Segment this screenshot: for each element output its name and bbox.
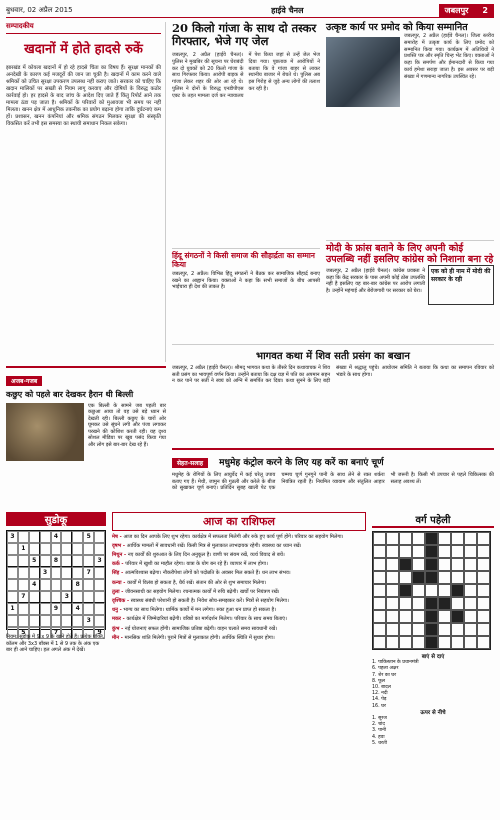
sudoku-cell (83, 603, 94, 615)
politics-body: जबलपुर, 2 अप्रैल (हाईवे चैनल)। कांग्रेस प्रवक्ता ने कहा कि केंद्र सरकार के पास अपनी कोई ठोस उपलब्धि नहीं है इसलिए वह बार-बार कांग्रेस पर आरोप लगाती है। उन्होंने महंगाई और बेरोजगारी पर सरकार को घेरा। (326, 268, 425, 294)
sudoku-cell: 3 (83, 615, 94, 627)
sudoku-cell (72, 555, 83, 567)
sudoku-cell (61, 567, 72, 579)
crossword-cell (425, 597, 438, 610)
crossword-cell (386, 597, 399, 610)
crossword-cell (477, 623, 490, 636)
editorial-body: झारखंड में कोयला खदानों में हो रहे हादसे चिंता का विषय हैं। सुरक्षा मानकों की अनदेखी के कारण कई मजदूरों की जान जा चुकी है। खदानों में काम करने वाले श्रमिकों को उचित सुरक्षा उपकरण उपलब्ध नहीं कराए जाते। सरकार को चाहिए कि खदान मालिकों पर सख्ती से नियम लागू करवाए और दोषियों के विरुद्ध कठोर कार्रवाई हो। हर हादसे के बाद जांच के आदेश दिए जाते हैं किंतु रिपोर्ट आने तक मामला ठंडा पड़ जाता है। श्रमिकों के परिवारों को मुआवजा भी समय पर नहीं मिलता। खनन क्षेत्र में आधुनिक तकनीक का प्रयोग बढ़ाना होगा ताकि दुर्घटनाएं कम हों। प्रशासन, खनन कंपनियां और श्रमिक संगठन मिलकर सुरक्षा की संस्कृति विकसित करें तभी इस समस्या का स्थायी समाधान निकल सकेगा। (6, 65, 161, 127)
page-number: 2 (482, 6, 488, 15)
crossword-cell (386, 532, 399, 545)
sudoku-cell (7, 543, 18, 555)
crossword-cell (373, 584, 386, 597)
sudoku-cell (83, 543, 94, 555)
sudoku-cell (61, 579, 72, 591)
crossword-cell (477, 636, 490, 649)
politics-pullquote: एक को ही नाम में मोदी की सरकार के रही (428, 265, 494, 305)
sudoku-cell (7, 555, 18, 567)
sudoku-rules: नियम: सुडोकू में 9 x 9 के खाने होते हैं। प्रत्येक पंक्ति, कॉलम और 3x3 बॉक्स में 1 से 9 तक के अंक एक बार ही आने चाहिए। हल अगले अंक में देखें। (6, 634, 105, 654)
sudoku-cell: 4 (51, 531, 62, 543)
crossword-cell (438, 558, 451, 571)
sudoku-cell (40, 531, 51, 543)
editorial-headline: खदानों में होते हादसे रुकें (24, 42, 143, 57)
crossword-cell (451, 584, 464, 597)
lead-body: जबलपुर, 2 अप्रैल (हाईवे चैनल)। पुलिस ने मुखबिर की सूचना पर घेराबंदी कर दो युवकों को 20 किलो गांजा के साथ गिरफ्तार किया। आरोपी बाइक से गांजा लेकर शहर की ओर आ रहे थे। पुलिस ने दोनों के विरुद्ध एनडीपीएस एक्ट के तहत मामला दर्ज कर न्यायालय में पेश किया जहां से उन्हें जेल भेज दिया गया। पूछताछ में आरोपियों ने बताया कि वे गांजा बाहर से लाकर स्थानीय बाजार में बेचते थे। पुलिस अब इस गिरोह से जुड़े अन्य लोगों की तलाश कर रही है। (172, 52, 320, 99)
horoscope-section (112, 512, 366, 812)
sudoku-cell (7, 579, 18, 591)
horoscope-text: स्वास्थ्य संबंधी परेशानी हो सकती है। निवेश सोच-समझकर करें। मित्रों से सहयोग मिलेगा। (130, 597, 289, 604)
horoscope-item (112, 598, 366, 605)
horoscope-item (112, 635, 366, 642)
lead-story (172, 22, 320, 244)
crossword-cell (425, 558, 438, 571)
crossword-section (372, 512, 494, 812)
sudoku-cell (40, 543, 51, 555)
crossword-cell (464, 610, 477, 623)
editorial-column (6, 22, 166, 362)
health-headline: मधुमेह कंट्रोल करने के लिए यह करें का बनाएं चूर्ण (219, 458, 384, 468)
crossword-cell (399, 558, 412, 571)
crossword-cell (477, 571, 490, 584)
crossword-cell (399, 545, 412, 558)
crossword-cell (438, 532, 451, 545)
sudoku-cell (72, 591, 83, 603)
crossword-cell (425, 571, 438, 584)
sudoku-cell: 9 (94, 627, 105, 639)
sudoku-cell (29, 567, 40, 579)
crossword-title: वर्ग पहेली (372, 512, 494, 528)
politics-headline: मोदी के फ्रांस बताने के लिए अपनी कोई उपलब्धि नहीं इसलिए कांग्रेस को निशाना बना रहे (326, 243, 494, 265)
horoscope-text: आर्थिक मामलों में सावधानी रखें। किसी मित्र से मुलाकात लाभदायक रहेगी। स्वास्थ्य का ध्यान रखें। (126, 542, 302, 549)
crossword-cell (399, 636, 412, 649)
crossword-cell (451, 623, 464, 636)
horoscope-sign: कन्या - (112, 579, 128, 586)
horoscope-text: नए कार्यों की शुरुआत के लिए दिन अनुकूल है। वाणी पर संयम रखें, व्यर्थ विवाद से बचें। (127, 551, 285, 558)
crossword-cell (412, 571, 425, 584)
horoscope-item (112, 580, 366, 587)
crossword-cell (451, 610, 464, 623)
issue-date: बुधवार, 02 अप्रैल 2015 (6, 6, 73, 14)
crossword-cell (451, 636, 464, 649)
sudoku-cell: 3 (61, 591, 72, 603)
crossword-cell (399, 571, 412, 584)
crossword-cell (438, 597, 451, 610)
horoscope-sign: कर्क - (112, 561, 126, 568)
crossword-cell (373, 558, 386, 571)
crossword-cell (399, 584, 412, 597)
sudoku-cell (94, 543, 105, 555)
crossword-cell (438, 610, 451, 623)
honors-photo (326, 37, 400, 107)
across-clue: 16. घर (372, 703, 386, 709)
sudoku-cell (40, 615, 51, 627)
crossword-cell (464, 623, 477, 636)
brand-name: हाईवे चैनल (271, 6, 304, 15)
crossword-cell (464, 584, 477, 597)
sudoku-cell: 3 (40, 567, 51, 579)
sudoku-cell (7, 591, 18, 603)
city-banner (439, 4, 494, 17)
horoscope-text: कार्यों में विलंब हो सकता है, धैर्य रखें। संतान की ओर से शुभ समाचार मिलेगा। (127, 579, 267, 586)
ajab-headline: कछुए को पहले बार देखकर हैरान थी बिल्ली (6, 389, 134, 399)
horoscope-sign: सिंह - (112, 570, 125, 577)
bhagwat-story (172, 344, 494, 444)
across-clue: 8. फूल (372, 678, 386, 684)
crossword-cell (451, 597, 464, 610)
crossword-cell (425, 610, 438, 623)
sudoku-cell (51, 591, 62, 603)
horoscope-text: आत्मविश्वास बढ़ेगा। नौकरीपेशा लोगों को पदोन्नति के अवसर मिल सकते हैं। धन लाभ संभव। (124, 570, 291, 577)
crossword-cell (412, 532, 425, 545)
crossword-cell (412, 636, 425, 649)
sudoku-cell: 7 (83, 567, 94, 579)
sudoku-cell (40, 603, 51, 615)
health-tag: सेहत-सलाह (172, 458, 208, 468)
sudoku-cell (83, 591, 94, 603)
horoscope-text: मानसिक शांति मिलेगी। पुराने मित्रों से मुलाकात होगी। आर्थिक स्थिति में सुधार होगा। (124, 634, 275, 641)
horoscope-text: आज का दिन आपके लिए शुभ रहेगा। कार्यक्षेत्र में सफलता मिलेगी और रुके हुए कार्य पूर्ण होंगे। परिवार का सहयोग मिलेगा। (123, 533, 344, 540)
ajab-body: एक बिल्ली के सामने जब पहली बार कछुआ आया तो वह उसे बड़े ध्यान से देखती रही। बिल्ली कछुए के चारों ओर घूमकर उसे सूंघने लगी और पंजा लगाकर परखने की कोशिश करती रही। यह दृश्य सोशल मीडिया पर खूब पसंद किया गया और लोग इसे बार-बार देख रहे हैं। (88, 402, 166, 449)
masthead (6, 4, 494, 18)
sudoku-cell: 1 (7, 603, 18, 615)
sudoku-cell (94, 531, 105, 543)
horoscope-item (112, 589, 366, 596)
down-clue: 3. पानी (372, 728, 386, 734)
sudoku-cell: 5 (29, 555, 40, 567)
sudoku-cell (29, 543, 40, 555)
sudoku-cell (72, 615, 83, 627)
crossword-cell (386, 571, 399, 584)
politics-story (326, 240, 494, 360)
crossword-cell (373, 636, 386, 649)
crossword-cell (386, 623, 399, 636)
crossword-cell (412, 558, 425, 571)
sudoku-cell (83, 579, 94, 591)
crossword-cell (425, 545, 438, 558)
crossword-cell (412, 545, 425, 558)
lead-headline: 20 किलो गांजा के साथ दो तस्कर गिरफ्तार, भेजे गए जेल (172, 21, 317, 48)
sudoku-cell (72, 531, 83, 543)
crossword-cell (464, 545, 477, 558)
crossword-cell (477, 610, 490, 623)
crossword-cell (412, 623, 425, 636)
sudoku-cell: 3 (94, 555, 105, 567)
across-clue: 7. शेर का घर (372, 672, 397, 678)
crossword-cell (451, 545, 464, 558)
sudoku-cell: 4 (72, 603, 83, 615)
crossword-cell (438, 584, 451, 597)
crossword-cell (412, 610, 425, 623)
horoscope-sign: वृश्चिक - (112, 597, 131, 604)
across-clue: 6. पहला अक्षर (372, 666, 399, 672)
crossword-cell (425, 636, 438, 649)
sudoku-cell (72, 543, 83, 555)
down-clues (372, 716, 494, 747)
sudoku-cell (61, 615, 72, 627)
city-name: जबलपुर (444, 6, 469, 15)
sudoku-cell (94, 579, 105, 591)
horoscope-sign: मकर - (112, 616, 127, 623)
sudoku-cell: 8 (51, 555, 62, 567)
sudoku-cell: 8 (72, 579, 83, 591)
crossword-cell (464, 636, 477, 649)
horoscope-item (112, 543, 366, 550)
editorial-kicker: सम्पादकीय (6, 22, 161, 34)
sudoku-cell (51, 543, 62, 555)
crossword-cell (451, 532, 464, 545)
crossword-cell (386, 584, 399, 597)
honors-body: जबलपुर, 2 अप्रैल (हाईवे चैनल)। जिला स्तरीय समारोह में उत्कृष्ट कार्य के लिए प्रमोद को सम्मानित किया गया। कार्यक्रम में अतिथियों ने प्रशस्ति पत्र और स्मृति चिन्ह भेंट किए। वक्ताओं ने कहा कि समर्पण और ईमानदारी से किया गया कार्य हमेशा सराहा जाता है। इस अवसर पर बड़ी संख्या में गणमान्य नागरिक उपस्थित रहे। (404, 33, 494, 80)
ajab-gajab-section (6, 366, 166, 506)
sudoku-cell (51, 567, 62, 579)
crossword-cell (386, 545, 399, 558)
horoscope-sign: मेष - (112, 533, 124, 540)
sudoku-cell (61, 555, 72, 567)
horoscope-sign: तुला - (112, 588, 126, 595)
crossword-cell (464, 532, 477, 545)
sudoku-cell: 9 (51, 603, 62, 615)
crossword-cell (425, 623, 438, 636)
crossword-cell (477, 597, 490, 610)
crossword-cell (438, 545, 451, 558)
sudoku-cell (29, 603, 40, 615)
horoscope-sign: धनु - (112, 607, 124, 614)
health-body: मधुमेह के रोगियों के लिए आयुर्वेद में कई घरेलू उपाय बताए गए हैं। मेथी, जामुन की गुठली और करेले के बीज को सुखाकर चूर्ण बनाएं। प्रतिदिन सुबह खाली पेट एक चम्मच चूर्ण गुनगुने पानी के साथ लेने से रक्त शर्करा नियंत्रित रहती है। नियमित व्यायाम और संतुलित आहार भी जरूरी है। किसी भी उपचार से पहले चिकित्सक की सलाह अवश्य लें। (172, 472, 494, 492)
sudoku-cell (94, 567, 105, 579)
horoscope-text: जीवनसाथी का सहयोग मिलेगा। रचनात्मक कार्यों में रुचि बढ़ेगी। खर्चों पर नियंत्रण रखें। (125, 588, 280, 595)
crossword-cell (412, 584, 425, 597)
sudoku-title: सुडोकू (6, 512, 106, 526)
sudoku-cell (18, 531, 29, 543)
horoscope-text: भाग्य का साथ मिलेगा। धार्मिक कार्यों में मन लगेगा। रुका हुआ धन प्राप्त हो सकता है। (123, 607, 276, 614)
horoscope-text: कार्यक्षेत्र में जिम्मेदारियां बढ़ेंगी। वरिष्ठों का मार्गदर्शन मिलेगा। परिवार के साथ समय बिताएं। (126, 616, 287, 623)
sudoku-cell: 5 (83, 531, 94, 543)
sudoku-cell (18, 555, 29, 567)
sudoku-cell (29, 615, 40, 627)
honors-headline: उत्कृष्ट कार्य पर प्रमोद को किया सम्मानित (326, 22, 468, 33)
crossword-cell (386, 610, 399, 623)
crossword-cell (399, 597, 412, 610)
sudoku-cell (29, 531, 40, 543)
crossword-cell (438, 636, 451, 649)
across-clues (372, 660, 494, 710)
horoscope-sign: कुंभ - (112, 625, 125, 632)
horoscope-title: आज का राशिफल (112, 512, 366, 531)
crossword-clues (372, 654, 494, 747)
horoscope-item (112, 626, 366, 633)
sudoku-cell: 1 (18, 543, 29, 555)
sudoku-cell: 5 (18, 627, 29, 639)
sudoku-cell (94, 603, 105, 615)
community-body: जबलपुर, 2 अप्रैल। विभिन्न हिंदू संगठनों ने बैठक कर सामाजिक सौहार्द्र बनाए रखने का आह्वान किया। वक्ताओं ने कहा कि सभी समाजों के बीच आपसी भाईचारा ही देश की ताकत है। (172, 271, 320, 291)
crossword-cell (373, 571, 386, 584)
across-clue: 1. पाकिस्तान के प्रधानमंत्री (372, 660, 419, 666)
sudoku-cell (94, 591, 105, 603)
down-heading: ऊपर से नीचे (420, 709, 446, 716)
crossword-cell (373, 545, 386, 558)
crossword-cell (399, 623, 412, 636)
horoscope-list (112, 534, 366, 642)
sudoku-cell (40, 591, 51, 603)
crossword-cell (373, 532, 386, 545)
community-headline: हिंदू संगठनों ने किसी समाज की सौहार्द्रता का सम्मान किया (172, 251, 315, 269)
crossword-cell (373, 623, 386, 636)
horoscope-text: नई योजनाएं सफल होंगी। सामाजिक प्रतिष्ठा बढ़ेगी। वाहन चलाते समय सावधानी रखें। (124, 625, 278, 632)
crossword-cell (464, 597, 477, 610)
across-clue: 12. नदी (372, 691, 388, 697)
horoscope-item (112, 607, 366, 614)
sudoku-cell (51, 579, 62, 591)
crossword-cell (386, 558, 399, 571)
crossword-cell (438, 571, 451, 584)
sudoku-cell (40, 555, 51, 567)
sudoku-cell: 7 (51, 627, 62, 639)
down-clue: 5. धरती (372, 740, 387, 746)
crossword-cell (464, 571, 477, 584)
sudoku-cell (18, 603, 29, 615)
health-section (172, 448, 494, 508)
sudoku-cell: 4 (29, 579, 40, 591)
sudoku-cell (29, 591, 40, 603)
across-clue: 14. पेड़ (372, 697, 387, 703)
ajab-tag: अजब-गजब (6, 376, 42, 386)
crossword-cell (373, 597, 386, 610)
horoscope-item (112, 534, 366, 541)
sudoku-cell (40, 579, 51, 591)
down-clue: 4. हवा (372, 734, 385, 740)
crossword-cell (464, 558, 477, 571)
sudoku-cell (61, 603, 72, 615)
crossword-grid (372, 531, 491, 650)
sudoku-cell (61, 531, 72, 543)
crossword-cell (438, 623, 451, 636)
crossword-cell (477, 558, 490, 571)
sudoku-cell (18, 567, 29, 579)
horoscope-item (112, 616, 366, 623)
horoscope-item (112, 552, 366, 559)
community-story (172, 248, 320, 340)
crossword-cell (451, 571, 464, 584)
horoscope-sign: वृषभ - (112, 542, 127, 549)
horoscope-item (112, 570, 366, 577)
bhagwat-headline: भागवत कथा में शिव सती प्रसंग का बखान (256, 351, 410, 362)
sudoku-cell (18, 579, 29, 591)
down-clue: 2. चांद (372, 722, 385, 728)
sudoku-cell (94, 615, 105, 627)
sudoku-grid (6, 530, 106, 636)
cat-turtle-photo (6, 403, 84, 461)
horoscope-sign: मिथुन - (112, 551, 128, 558)
sudoku-cell (18, 615, 29, 627)
crossword-cell (477, 532, 490, 545)
sudoku-cell: 3 (7, 531, 18, 543)
sudoku-cell (83, 555, 94, 567)
crossword-cell (451, 558, 464, 571)
sudoku-cell: 7 (18, 591, 29, 603)
crossword-cell (412, 597, 425, 610)
crossword-cell (425, 584, 438, 597)
crossword-cell (386, 636, 399, 649)
across-heading: बाएं से दाएं (421, 654, 445, 660)
crossword-cell (399, 610, 412, 623)
crossword-cell (477, 545, 490, 558)
sudoku-cell (72, 567, 83, 579)
crossword-cell (373, 610, 386, 623)
bhagwat-body: जबलपुर, 2 अप्रैल (हाईवे चैनल)। श्रीमद् भागवत कथा के तीसरे दिन कथावाचक ने शिव सती प्रसंग का भावपूर्ण वर्णन किया। उन्होंने बताया कि दक्ष यज्ञ में पति का अपमान सहन न कर पाने पर सती ने स्वयं को अग्नि में समर्पित कर दिया। कथा सुनने के लिए बड़ी संख्या में श्रद्धालु पहुंचे। आयोजन समिति ने बताया कि कथा का समापन रविवार को भंडारे के साथ होगा। (172, 365, 494, 385)
horoscope-text: परिवार में खुशी का माहौल रहेगा। यात्रा के योग बन रहे हैं। व्यापार में लाभ होगा। (125, 561, 268, 568)
sudoku-cell (7, 567, 18, 579)
horoscope-item (112, 561, 366, 568)
honors-story (326, 22, 494, 244)
sudoku-cell (7, 615, 18, 627)
horoscope-sign: मीन - (112, 634, 125, 641)
across-clue: 10. बादल (372, 685, 391, 691)
crossword-cell (477, 584, 490, 597)
crossword-cell (399, 532, 412, 545)
sudoku-cell (61, 543, 72, 555)
sudoku-section (6, 512, 106, 812)
crossword-cell (425, 532, 438, 545)
down-clue: 1. सूरज (372, 716, 387, 722)
sudoku-cell (51, 615, 62, 627)
